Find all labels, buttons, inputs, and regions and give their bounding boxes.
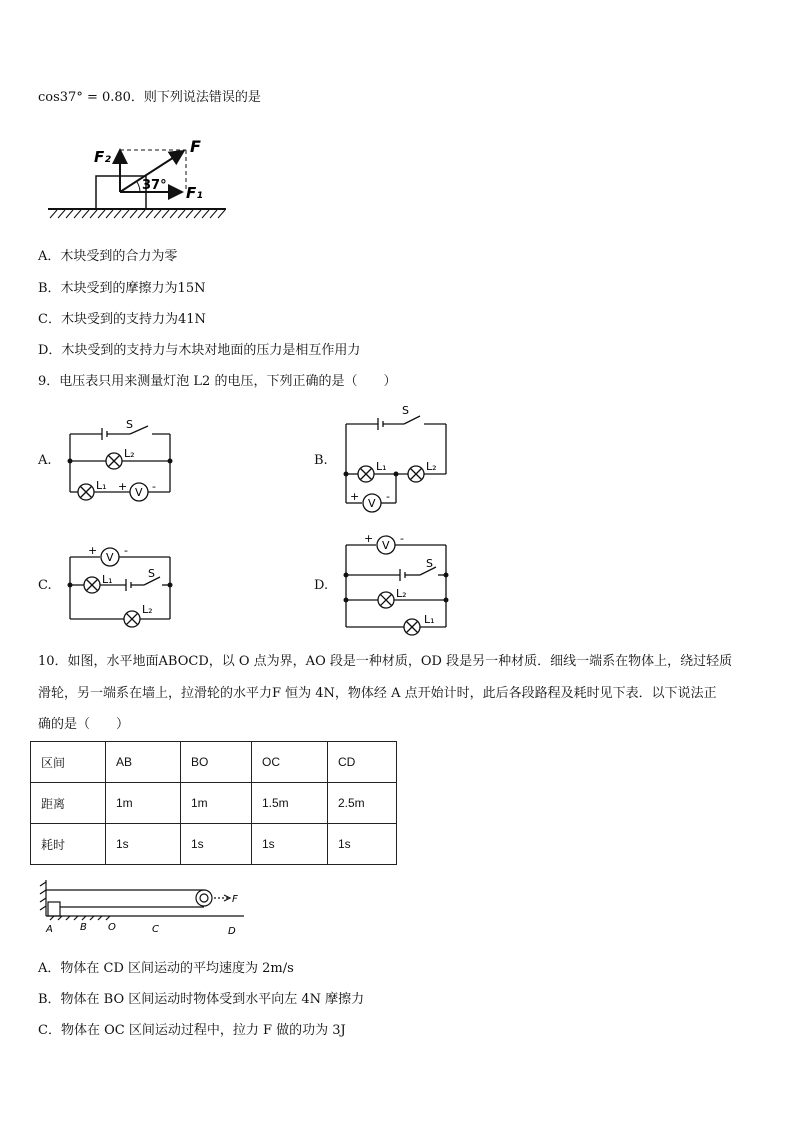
q9-label-d: D. <box>314 578 329 593</box>
f1-label: F₁ <box>186 184 203 202</box>
table-header-cell: BO <box>181 742 252 783</box>
l2-label: L₂ <box>124 447 135 460</box>
f-label: F <box>232 894 238 905</box>
plus-label: + <box>364 532 374 545</box>
table-row <box>31 824 397 865</box>
circuit-b <box>338 402 454 520</box>
q9-label-b: B. <box>314 453 328 468</box>
table-cell: 1.5m <box>252 783 328 824</box>
point-a-label: A <box>46 924 53 935</box>
q9-label-a: A. <box>38 453 52 468</box>
minus-label: - <box>124 544 128 557</box>
voltmeter-label: V <box>135 486 143 499</box>
voltmeter-label: V <box>382 539 390 552</box>
table-header-cell: 区间 <box>31 742 106 783</box>
l1-label: L₁ <box>424 613 435 626</box>
table-cell: 距离 <box>31 783 106 824</box>
l2-label: L₂ <box>396 587 407 600</box>
table-cell: 1s <box>181 824 252 865</box>
point-b-label: B <box>80 922 87 933</box>
q8-force-diagram <box>44 136 230 220</box>
plus-label: + <box>88 544 98 557</box>
point-o-label: O <box>108 922 116 933</box>
table-cell: 1m <box>181 783 252 824</box>
l2-label: L₂ <box>426 460 437 473</box>
minus-label: - <box>400 532 404 545</box>
q8-option-a: A．木块受到的合力为零 <box>38 249 178 264</box>
l1-label: L₁ <box>102 573 113 586</box>
l1-label: L₁ <box>376 460 387 473</box>
l2-label: L₂ <box>142 603 153 616</box>
q8-stem-tail: cos37° = 0.80．则下列说法错误的是 <box>38 90 261 105</box>
q10-option-b: B．物体在 BO 区间运动时物体受到水平向左 4N 摩擦力 <box>38 992 365 1007</box>
q10-stem-line-2: 滑轮，另一端系在墙上，拉滑轮的水平力F 恒为 4N，物体经 A 点开始计时，此后各段路程及耗时见下表．以下说法正 <box>38 686 717 701</box>
table-header-row <box>31 742 397 783</box>
table-cell: 1s <box>252 824 328 865</box>
table-row <box>31 783 397 824</box>
switch-label: S <box>148 567 155 580</box>
table-cell: 1m <box>106 783 181 824</box>
switch-label: S <box>402 404 409 417</box>
table-header-cell: AB <box>106 742 181 783</box>
q9-label-c: C. <box>38 578 52 593</box>
l1-label: L₁ <box>96 479 107 492</box>
switch-label: S <box>426 557 433 570</box>
plus-label: + <box>350 490 360 503</box>
table-header-cell: CD <box>328 742 397 783</box>
voltmeter-label: V <box>368 497 376 510</box>
q8-option-b: B．木块受到的摩擦力为15N <box>38 281 206 296</box>
table-cell: 1s <box>106 824 181 865</box>
q10-data-table <box>30 741 397 865</box>
point-c-label: C <box>152 924 159 935</box>
q10-option-c: C．物体在 OC 区间运动过程中，拉力 F 做的功为 3J <box>38 1023 346 1038</box>
voltmeter-label: V <box>106 551 114 564</box>
q10-option-a: A．物体在 CD 区间运动的平均速度为 2m/s <box>38 961 294 976</box>
switch-label: S <box>126 418 133 431</box>
point-d-label: D <box>228 926 236 936</box>
f2-label: F₂ <box>94 148 111 166</box>
q9-stem: 9．电压表只用来测量灯泡 L2 的电压，下列正确的是（ ） <box>38 374 397 389</box>
q8-option-c: C．木块受到的支持力为41N <box>38 312 206 327</box>
q8-option-d: D．木块受到的支持力与木块对地面的压力是相互作用力 <box>38 343 361 358</box>
table-header-cell: OC <box>252 742 328 783</box>
angle-label: 37° <box>142 178 167 193</box>
circuit-c <box>62 541 178 629</box>
q10-pulley-diagram <box>38 878 250 936</box>
q10-stem-line-3: 确的是（ ） <box>38 717 130 732</box>
q10-stem-line-1: 10．如图，水平地面ABOCD，以 O 点为界，AO 段是一种材质，OD 段是另一种材质．细线一端系在物体上，绕过轻质 <box>38 654 733 669</box>
plus-label: + <box>118 480 128 493</box>
table-cell: 耗时 <box>31 824 106 865</box>
circuit-a <box>62 412 178 502</box>
minus-label: - <box>386 490 390 503</box>
minus-label: - <box>152 480 156 493</box>
circuit-d <box>338 531 454 643</box>
table-cell: 1s <box>328 824 397 865</box>
table-cell: 2.5m <box>328 783 397 824</box>
f-label: F <box>190 137 201 156</box>
